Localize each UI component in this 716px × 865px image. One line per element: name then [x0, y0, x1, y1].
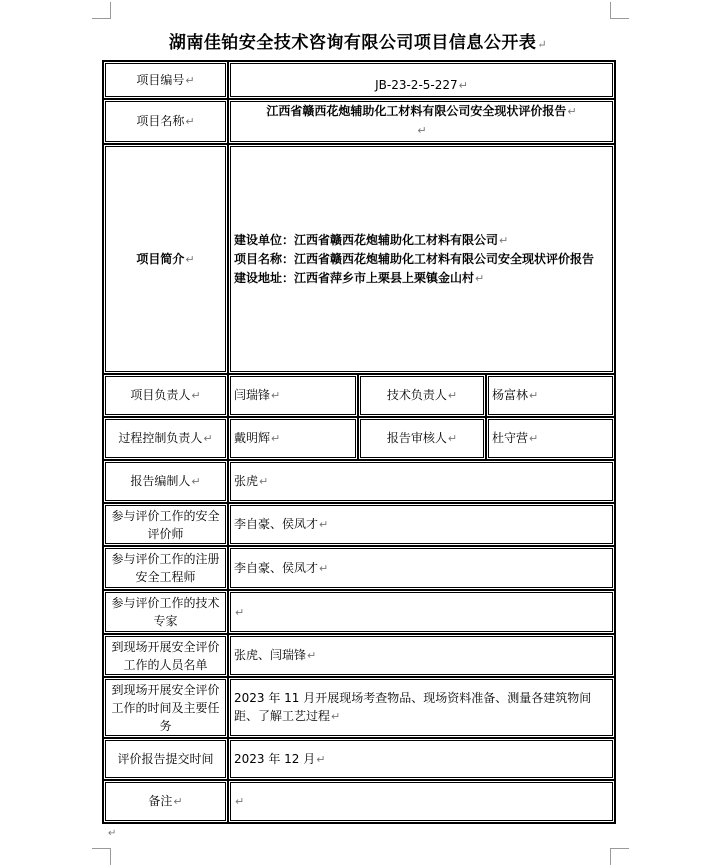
label-project-no: 项目编号↵ — [103, 61, 228, 99]
label-project-name: 项目名称↵ — [103, 99, 228, 144]
row-process — [103, 417, 615, 460]
value-remarks[interactable]: ↵ — [228, 780, 615, 823]
value-tech-leader[interactable]: 杨富林↵ — [486, 374, 615, 417]
row-compiler — [103, 460, 615, 503]
margin-corner-bottom-right — [610, 848, 629, 865]
value-report-reviewer[interactable]: 杜守营↵ — [486, 417, 615, 460]
label-remarks: 备注↵ — [103, 780, 228, 823]
row-remarks — [103, 780, 615, 823]
row-engineers — [103, 546, 615, 590]
row-site-time — [103, 677, 615, 738]
value-process-control[interactable]: 戴明辉↵ — [228, 417, 358, 460]
label-process-control: 过程控制负责人↵ — [103, 417, 228, 460]
value-submit-time[interactable]: 2023 年 12 月↵ — [228, 738, 615, 780]
value-report-compiler[interactable]: 张虎↵ — [228, 460, 615, 503]
end-paragraph-mark: ↵ — [108, 828, 117, 839]
row-evaluators — [103, 503, 615, 546]
margin-corner-top-right — [610, 2, 629, 19]
label-site-staff: 到现场开展安全评价工作的人员名单 — [103, 634, 228, 677]
label-site-time: 到现场开展安全评价工作的时间及主要任务 — [103, 677, 228, 738]
value-experts[interactable]: ↵ — [228, 590, 615, 634]
info-table — [102, 60, 616, 824]
intro-line-name: 项目名称：江西省赣西花炮辅助化工材料有限公司安全现状评价报告 — [234, 251, 595, 266]
label-project-intro: 项目简介↵ — [103, 144, 228, 374]
row-project-name — [103, 99, 615, 144]
row-leader — [103, 374, 615, 417]
label-report-reviewer: 报告审核人↵ — [358, 417, 486, 460]
value-project-intro[interactable] — [228, 144, 615, 374]
label-project-leader: 项目负责人↵ — [103, 374, 228, 417]
label-tech-leader: 技术负责人↵ — [358, 374, 486, 417]
document-title[interactable]: 湖南佳铂安全技术咨询有限公司项目信息公开表↵ — [168, 33, 548, 53]
intro-line-address: 建设地址：江西省萍乡市上栗县上栗镇金山村↵ — [234, 270, 485, 285]
value-evaluators[interactable]: 李自豪、侯凤才↵ — [228, 503, 615, 546]
value-site-time[interactable]: 2023 年 11 月开展现场考查物品、现场资料准备、测量各建筑物间距、了解工艺过程↵ — [228, 677, 615, 738]
row-project-no — [103, 61, 615, 99]
row-site-staff — [103, 634, 615, 677]
row-project-intro — [103, 144, 615, 374]
margin-corner-top-left — [92, 2, 111, 19]
margin-corner-bottom-left — [92, 848, 111, 865]
row-submit-time — [103, 738, 615, 780]
label-submit-time: 评价报告提交时间 — [103, 738, 228, 780]
row-experts — [103, 590, 615, 634]
value-engineers[interactable]: 李自豪、侯凤才↵ — [228, 546, 615, 590]
intro-line-builder: 建设单位：江西省赣西花炮辅助化工材料有限公司↵ — [234, 232, 509, 247]
value-project-name[interactable]: 江西省赣西花炮辅助化工材料有限公司安全现状评价报告↵ ↵ — [228, 99, 615, 144]
value-site-staff[interactable]: 张虎、闫瑞锋↵ — [228, 634, 615, 677]
value-project-no[interactable]: JB-23-2-5-227↵ — [228, 61, 615, 99]
label-report-compiler: 报告编制人↵ — [103, 460, 228, 503]
label-experts: 参与评价工作的技术专家 — [103, 590, 228, 634]
label-engineers: 参与评价工作的注册安全工程师 — [103, 546, 228, 590]
label-evaluators: 参与评价工作的安全评价师 — [103, 503, 228, 546]
value-project-leader[interactable]: 闫瑞锋↵ — [228, 374, 358, 417]
